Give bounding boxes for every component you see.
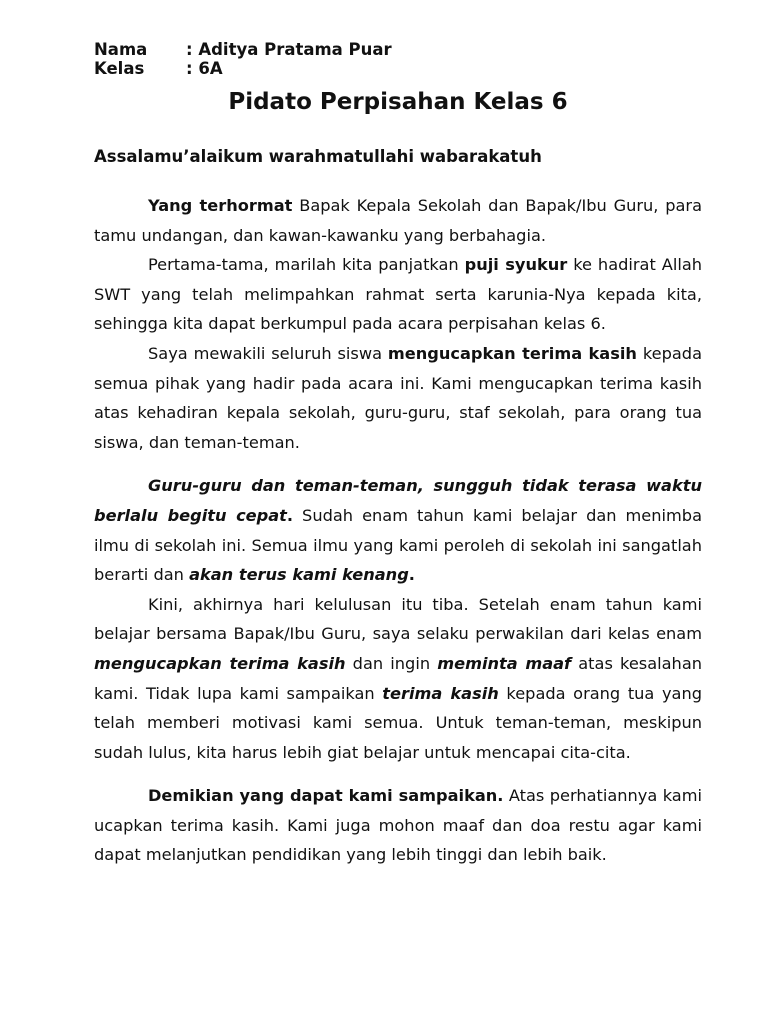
p5-bold-italic-c: terima kasih — [382, 683, 499, 703]
paragraph-3 — [94, 339, 702, 457]
p3-text-a: Saya mewakili seluruh siswa — [148, 343, 388, 363]
p5-text-d: kepada orang tua yang telah memberi motivasi kami semua. Untuk teman-teman, meskipun sudah lulus, kita harus lebih giat belajar untuk mencapai cita-cita. — [94, 683, 702, 762]
class-label: Kelas — [94, 59, 145, 78]
p4-text: Sudah enam tahun kami belajar dan menimba ilmu di sekolah ini. Semua ilmu yang kami peroleh di sekolah ini sangatlah berarti dan — [94, 505, 702, 585]
p2-text-a: Pertama-tama, marilah kita panjatkan — [148, 255, 465, 275]
paragraph-5 — [94, 590, 702, 768]
p1-bold: Yang terhormat — [148, 196, 293, 215]
class-value: : 6A — [186, 59, 223, 78]
class-row — [94, 59, 702, 78]
p6-text: Atas perhatiannya kami ucapkan terima kasih. Kami juga mohon maaf dan doa restu agar kami dapat melanjutkan pendidikan yang lebih tinggi dan lebih baik. — [94, 786, 702, 865]
p1-text: Bapak Kepala Sekolah dan Bapak/Ibu Guru, para tamu undangan, dan kawan-kawanku yang berbahagia. — [94, 196, 702, 245]
p5-bold-italic-b: meminta maaf — [437, 653, 572, 673]
p5-text-b: dan ingin — [345, 653, 438, 673]
paragraph-1 — [94, 191, 702, 250]
p4-bold-italic-a: Guru-guru dan teman-teman, sungguh tidak terasa waktu berlalu begitu cepat — [94, 476, 702, 525]
p4-bold-period-a: . — [286, 505, 294, 525]
document-page — [94, 40, 702, 870]
p5-text-c: atas kesalahan kami. Tidak lupa kami sampaikan — [94, 653, 703, 703]
p3-text-b: kepada semua pihak yang hadir pada acara ini. Kami mengucapkan terima kasih atas kehadiran kepala sekolah, guru-guru, staf sekolah, para orang tua siswa, dan teman-teman. — [94, 343, 702, 452]
p3-bold: mengucapkan terima kasih — [387, 343, 637, 363]
name-label: Nama — [94, 40, 148, 59]
p6-bold: Demikian yang dapat kami sampaikan. — [148, 786, 504, 806]
p5-text-a: Kini, akhirnya hari kelulusan itu tiba. Setelah enam tahun kami belajar bersama Bapak/Ibu Guru, saya selaku perwakilan dari kelas enam — [94, 594, 702, 644]
paragraph-6 — [94, 781, 702, 870]
p4-bold-italic-b: akan terus kami kenang — [189, 565, 409, 585]
paragraph-2 — [94, 250, 702, 339]
p4-bold-period-b: . — [408, 565, 415, 585]
name-row — [94, 40, 702, 59]
paragraph-4 — [94, 471, 702, 589]
student-info — [94, 40, 702, 78]
document-title: Pidato Perpisahan Kelas 6 — [228, 89, 568, 115]
name-value: : Aditya Pratama Puar — [186, 40, 392, 59]
greeting: Assalamu’alaikum warahmatullahi wabarakatuh — [94, 147, 542, 166]
p2-bold: puji syukur — [464, 255, 568, 275]
p5-bold-italic-a: mengucapkan terima kasih — [94, 653, 346, 673]
p2-text-b: ke hadirat Allah SWT yang telah melimpahkan rahmat serta karunia-Nya kepada kita, sehingga kita dapat berkumpul pada acara perpisahan kelas 6. — [94, 255, 703, 334]
